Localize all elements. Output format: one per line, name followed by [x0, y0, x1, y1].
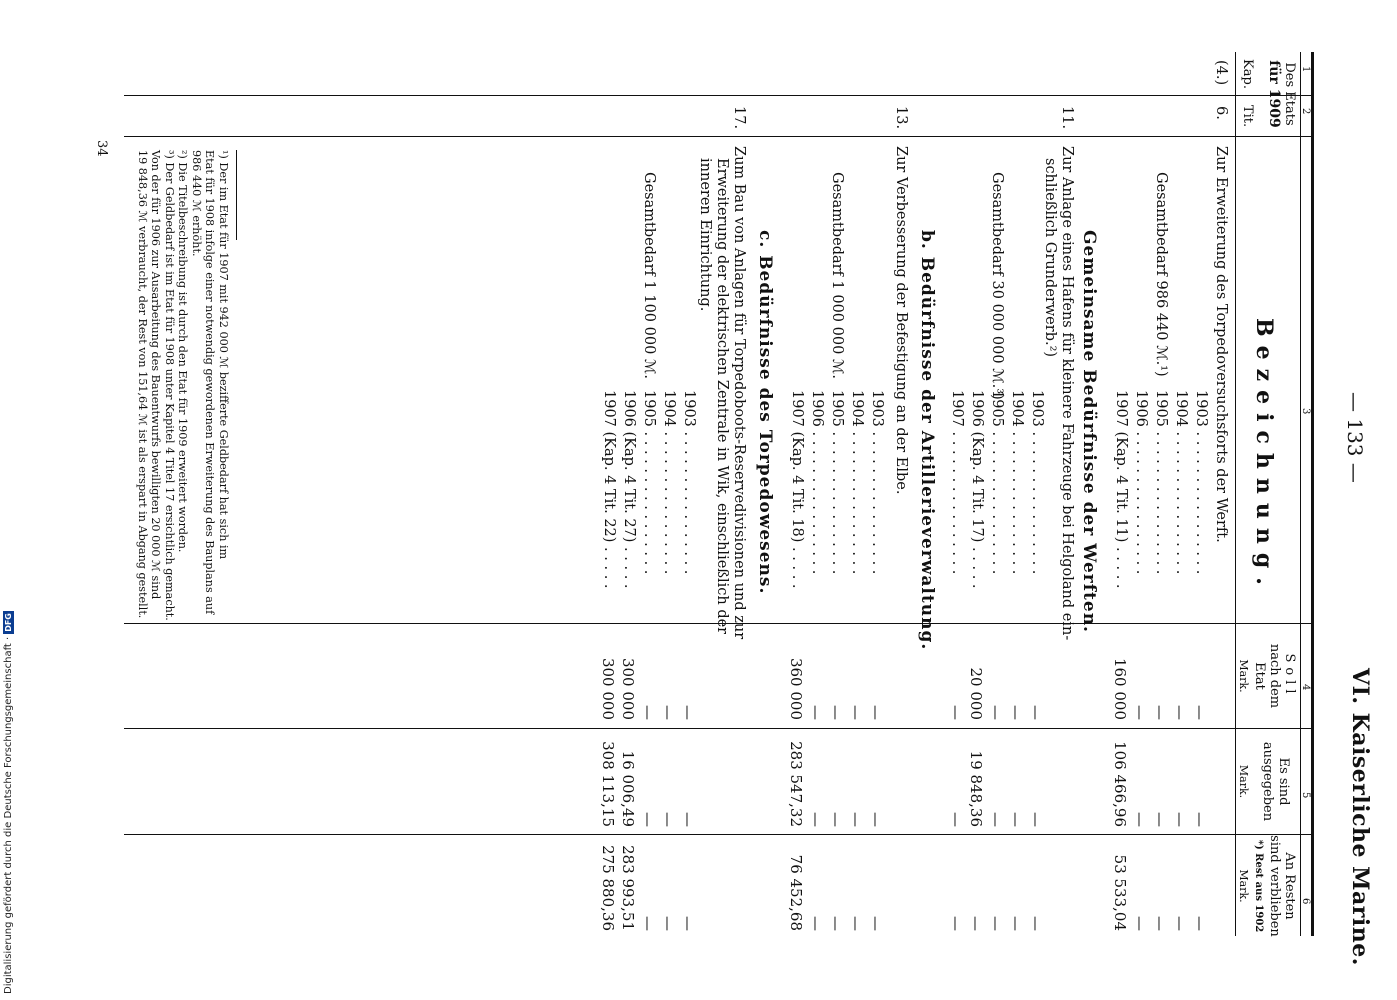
section-heading: c. Bedürfnisse des Torpedowesens. — [755, 230, 775, 595]
ausgegeben-value: 308 113,15 — [599, 741, 617, 827]
year-label: 1905 . . . . . . . . . . . . . . . . — [1153, 390, 1169, 575]
entry-description-cont: schließlich Grunderwerb.²) — [1042, 158, 1058, 358]
bezeichnung-header: Bezeichnung. — [1251, 318, 1277, 594]
soll-header-2: nach dem — [1267, 643, 1282, 709]
year-label: 1905 . . . . . . . . . . . . . . . . — [989, 390, 1005, 575]
reste-value: — — [847, 916, 865, 931]
footnote-line: 19 848,36 ℳ verbraucht, der Rest von 151,64 ℳ ist als erspart in Abgang gestellt. — [136, 150, 149, 619]
year-label: 1905 . . . . . . . . . . . . . . . . — [641, 390, 657, 575]
digitization-note — [3, 611, 14, 994]
reste-value: 275 880,36 — [599, 845, 617, 931]
year-label: 1904 . . . . . . . . . . . . . . . . — [1173, 390, 1189, 575]
ausgegeben-value: — — [827, 812, 845, 827]
col-num-1: 1 — [1300, 66, 1311, 73]
digitization-note-text: Digitalisierung gefördert durch die Deutsche Forschungsgemeinschaft · — [3, 636, 14, 994]
ausgegeben-value: — — [679, 812, 697, 827]
reste-header-1: An Resten — [1282, 852, 1297, 920]
reste-value: — — [967, 916, 985, 931]
ausgegeben-value: — — [987, 812, 1005, 827]
gesamtbedarf-label: Gesamtbedarf 1 000 000 ℳ. — [829, 172, 845, 380]
reste-value: — — [1007, 916, 1025, 931]
year-label: 1907 (Kap. 4 Tit. 22) . . . . . — [601, 390, 617, 589]
reste-value: — — [947, 916, 965, 931]
ausgegeben-value: — — [1027, 812, 1045, 827]
ausgegeben-value: — — [947, 812, 965, 827]
tit-number: 17. — [731, 106, 747, 130]
ausgegeben-value: — — [807, 812, 825, 827]
year-label: 1904 . . . . . . . . . . . . . . . . — [849, 390, 865, 575]
ausgegeben-value: — — [1131, 812, 1149, 827]
footnote-line: Etat für 1908 infolge einer notwendig gewordenen Erweiterung des Bauplans auf — [203, 150, 217, 615]
reste-value: 76 452,68 — [787, 854, 805, 931]
kap-header: Kap. — [1240, 59, 1255, 89]
tit-number: 13. — [893, 106, 909, 130]
footnote-line: 986 440 ℳ erhöht. — [190, 150, 203, 257]
tit-number: 6. — [1213, 106, 1229, 120]
year-label: 1906 (Kap. 4 Tit. 17) . . . . . — [969, 390, 985, 589]
gesamtbedarf-label: Gesamtbedarf 1 100 000 ℳ. — [641, 172, 657, 380]
tit-number: 11. — [1059, 106, 1075, 130]
year-label: 1906 . . . . . . . . . . . . . . . . — [809, 390, 825, 575]
entry-description: Zur Verbesserung der Befestigung an der Elbe. — [893, 146, 909, 495]
column-number-rule — [1300, 52, 1301, 936]
gesamtbedarf-label: Gesamtbedarf 986 440 ℳ.¹) — [1153, 172, 1169, 377]
col-rule-1 — [124, 95, 1314, 96]
tit-header: Tit. — [1240, 104, 1255, 128]
ausgegeben-value: — — [1171, 812, 1189, 827]
ausgegeben-header-2: ausgegeben — [1260, 741, 1275, 822]
col-num-2: 2 — [1300, 108, 1311, 115]
soll-value: — — [1007, 705, 1025, 720]
soll-unit: Mark. — [1237, 659, 1250, 693]
entry-description-cont: inneren Einrichtung. — [697, 158, 713, 312]
entry-description: Zur Anlage eines Hafens für kleinere Fahrzeuge bei Helgoland ein- — [1059, 146, 1075, 641]
section-title: VI. Kaiserliche Marine. — [1347, 668, 1373, 966]
soll-value: — — [1131, 705, 1149, 720]
soll-value: — — [1171, 705, 1189, 720]
reste-value: — — [1027, 916, 1045, 931]
footnote-rule — [236, 150, 237, 240]
ausgegeben-value: — — [659, 812, 677, 827]
reste-header-2: sind verblieben — [1267, 835, 1282, 937]
col-num-3: 3 — [1300, 408, 1311, 415]
kap-number: (4.) — [1213, 60, 1229, 86]
footnote-line: ³) Der Geldbedarf ist im Etat für 1908 unter Kapitel 4 Titel 17 ersichtlich gemacht. — [163, 150, 176, 621]
ausgegeben-value: — — [1151, 812, 1169, 827]
entry-description: Zum Bau von Anlagen für Torpedoboots-Reservedivisionen und zur — [731, 146, 747, 640]
year-label: 1903 . . . . . . . . . . . . . . . . — [1193, 390, 1209, 575]
ausgegeben-unit: Mark. — [1237, 764, 1250, 799]
year-label: 1903 . . . . . . . . . . . . . . . . — [1029, 390, 1045, 575]
ausgegeben-value: 106 466,96 — [1111, 741, 1129, 827]
reste-value: — — [1191, 916, 1209, 931]
section-heading: b. Bedürfnisse der Artillerieverwaltung. — [917, 230, 937, 651]
soll-value: 300 000 — [619, 657, 637, 720]
ausgegeben-value: — — [847, 812, 865, 827]
soll-value: — — [659, 705, 677, 720]
year-label: 1907 (Kap. 4 Tit. 18) . . . . . — [789, 390, 805, 589]
year-label: 1906 . . . . . . . . . . . . . . . . — [1133, 390, 1149, 575]
ausgegeben-value: — — [867, 812, 885, 827]
col-num-6: 6 — [1300, 898, 1311, 905]
soll-header-3: Etat — [1252, 662, 1267, 690]
soll-value: 360 000 — [787, 657, 805, 720]
year-label: 1903 . . . . . . . . . . . . . . . . — [681, 390, 697, 575]
reste-value: — — [987, 916, 1005, 931]
soll-value: — — [1027, 705, 1045, 720]
year-label: 1907 . . . . . . . . . . . . . . . . — [949, 390, 965, 575]
reste-unit: Mark. — [1237, 869, 1250, 903]
footnote-line: Von der für 1906 zur Ausarbeitung des Bauentwurfs bewilligten 20 000 ℳ sind — [149, 150, 163, 600]
reste-value: — — [1131, 916, 1149, 931]
soll-value: — — [987, 705, 1005, 720]
soll-value: — — [679, 705, 697, 720]
soll-value: — — [1191, 705, 1209, 720]
reste-value: — — [659, 916, 677, 931]
entry-description-cont: Erweiterung der elektrischen Zentrale in Wik, einschließlich der — [714, 158, 730, 635]
col-num-5: 5 — [1300, 792, 1311, 799]
reste-value: 53 533,04 — [1111, 854, 1129, 931]
reste-header-3: *) Rest aus 1902 — [1253, 839, 1264, 933]
reste-value: — — [867, 916, 885, 931]
year-label: 1904 . . . . . . . . . . . . . . . . — [661, 390, 677, 575]
ausgegeben-value: 16 006,49 — [619, 750, 637, 827]
soll-value: — — [867, 705, 885, 720]
col-rule-2 — [124, 136, 1314, 137]
soll-value: — — [639, 705, 657, 720]
footnote-line: ¹) Der im Etat für 1907 mit 942 000 ℳ bezifferte Geldbedarf hat sich im — [217, 150, 230, 560]
ausgegeben-value: 19 848,36 — [967, 750, 985, 827]
soll-value: 20 000 — [967, 667, 985, 720]
soll-value: — — [807, 705, 825, 720]
gesamtbedarf-label: Gesamtbedarf 30 000 000 ℳ.³) — [989, 172, 1005, 400]
year-label: 1905 . . . . . . . . . . . . . . . . — [829, 390, 845, 575]
reste-value: — — [827, 916, 845, 931]
year-label: 1907 (Kap. 4 Tit. 11) . . . . . — [1113, 390, 1129, 589]
reste-value: — — [807, 916, 825, 931]
section-heading: Gemeinsame Bedürfnisse der Werften. — [1079, 230, 1099, 633]
dfg-logo: DFG — [4, 613, 13, 632]
soll-value: — — [1151, 705, 1169, 720]
reste-value: 283 993,51 — [619, 845, 637, 931]
reste-value: — — [1151, 916, 1169, 931]
year-label: 1903 . . . . . . . . . . . . . . . . — [869, 390, 885, 575]
year-label: 1906 (Kap. 4 Tit. 27) . . . . . — [621, 390, 637, 589]
table-top-rule — [1311, 52, 1314, 936]
soll-value: 160 000 — [1111, 657, 1129, 720]
soll-value: 300 000 — [599, 657, 617, 720]
col-num-4: 4 — [1300, 684, 1311, 691]
footnote-line: ²) Die Titelbeschreibung ist durch den Etat für 1909 erweitert worden. — [176, 150, 190, 553]
soll-value: — — [947, 705, 965, 720]
ausgegeben-value: — — [1191, 812, 1209, 827]
page-number: — 133 — — [1343, 392, 1367, 483]
reste-value: — — [1171, 916, 1189, 931]
bottom-page-number: 34 — [94, 140, 109, 157]
soll-value: — — [827, 705, 845, 720]
reste-value: — — [639, 916, 657, 931]
year-label: 1904 . . . . . . . . . . . . . . . . — [1009, 390, 1025, 575]
soll-value: — — [847, 705, 865, 720]
etat-label: Des Etats — [1282, 62, 1297, 126]
ausgegeben-value: — — [639, 812, 657, 827]
ausgegeben-header-1: Es sind — [1276, 757, 1291, 806]
ausgegeben-value: — — [1007, 812, 1025, 827]
etat-year: für 1909 — [1266, 60, 1282, 128]
ausgegeben-value: 283 547,32 — [787, 741, 805, 827]
reste-value: — — [679, 916, 697, 931]
soll-header-1: Soll — [1282, 653, 1297, 699]
entry-description: Zur Erweiterung des Torpedoversuchsforts der Werft. — [1213, 146, 1229, 543]
